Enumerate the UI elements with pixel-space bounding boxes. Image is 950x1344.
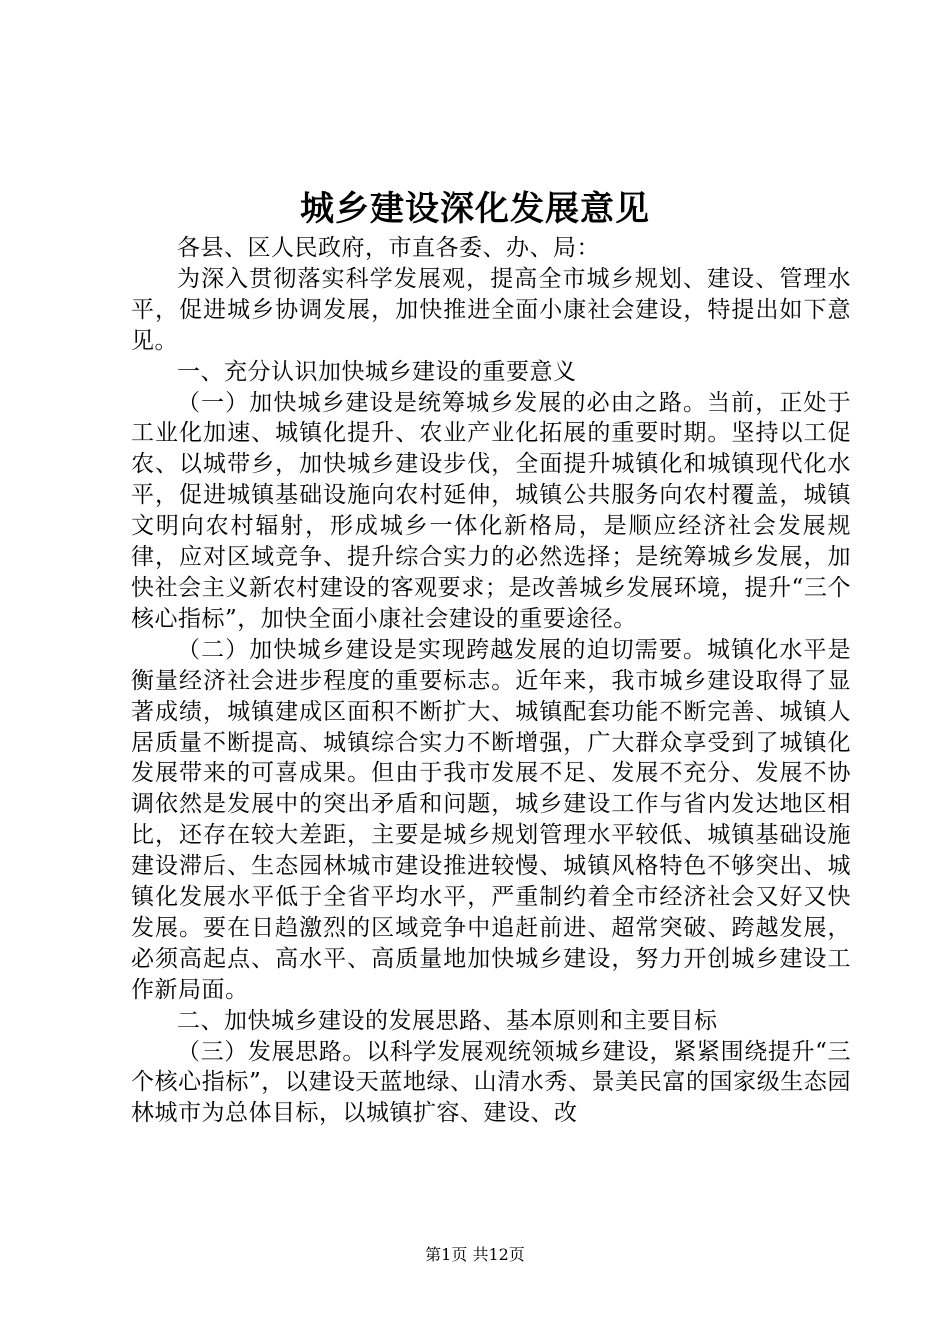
document-title: 城乡建设深化发展意见	[300, 189, 650, 229]
body-paragraph-1: （一）加快城乡建设是统筹城乡发展的必由之路。当前，正处于工业化加速、城镇化提升、农业产业化拓展的重要时期。坚持以工促农、以城带乡，加快城乡建设步伐，全面提升城镇化和城镇现代化水平，促进城镇基础设施向农村延伸，城镇公共服务向农村覆盖，城镇文明向农村辐射，形成城乡一体化新格局，是顺应经济社会发展规律，应对区域竞争、提升综合实力的必然选择；是统筹城乡发展，加快社会主义新农村建设的客观要求；是改善城乡发展环境，提升“三个核心指标”，加快全面小康社会建设的重要途径。	[131, 389, 851, 632]
section-heading-1: 一、充分认识加快城乡建设的重要意义	[177, 358, 577, 385]
salutation-paragraph: 各县、区人民政府，市直各委、办、局：	[177, 235, 600, 261]
section-heading-2: 二、加快城乡建设的发展思路、基本原则和主要目标	[177, 1007, 718, 1034]
body-paragraph-3: （三）发展思路。以科学发展观统领城乡建设，紧紧围绕提升“三个核心指标”，以建设天蓝地绿、山清水秀、景美民富的国家级生态园林城市为总体目标，以城镇扩容、建设、改	[131, 1038, 851, 1127]
intro-paragraph: 为深入贯彻落实科学发展观，提高全市城乡规划、建设、管理水平，促进城乡协调发展，加快推进全面小康社会建设，特提出如下意见。	[131, 265, 851, 354]
page-footer: 第1页 共12页	[425, 1245, 525, 1264]
body-paragraph-2: （二）加快城乡建设是实现跨越发展的迫切需要。城镇化水平是衡量经济社会进步程度的重要标志。近年来，我市城乡建设取得了显著成绩，城镇建成区面积不断扩大、城镇配套功能不断完善、城镇人居质量不断提高、城镇综合实力不断增强，广大群众享受到了城镇化发展带来的可喜成果。但由于我市发展不足、发展不充分、发展不协调依然是发展中的突出矛盾和问题，城乡建设工作与省内发达地区相比，还存在较大差距，主要是城乡规划管理水平较低、城镇基础设施建设滞后、生态园林城市建设推进较慢、城镇风格特色不够突出、城镇化发展水平低于全省平均水平，严重制约着全市经济社会又好又快发展。要在日趋激烈的区域竞争中追赶前进、超常突破、跨越发展，必须高起点、高水平、高质量地加快城乡建设，努力开创城乡建设工作新局面。	[131, 636, 851, 1003]
document-body	[131, 233, 851, 1129]
